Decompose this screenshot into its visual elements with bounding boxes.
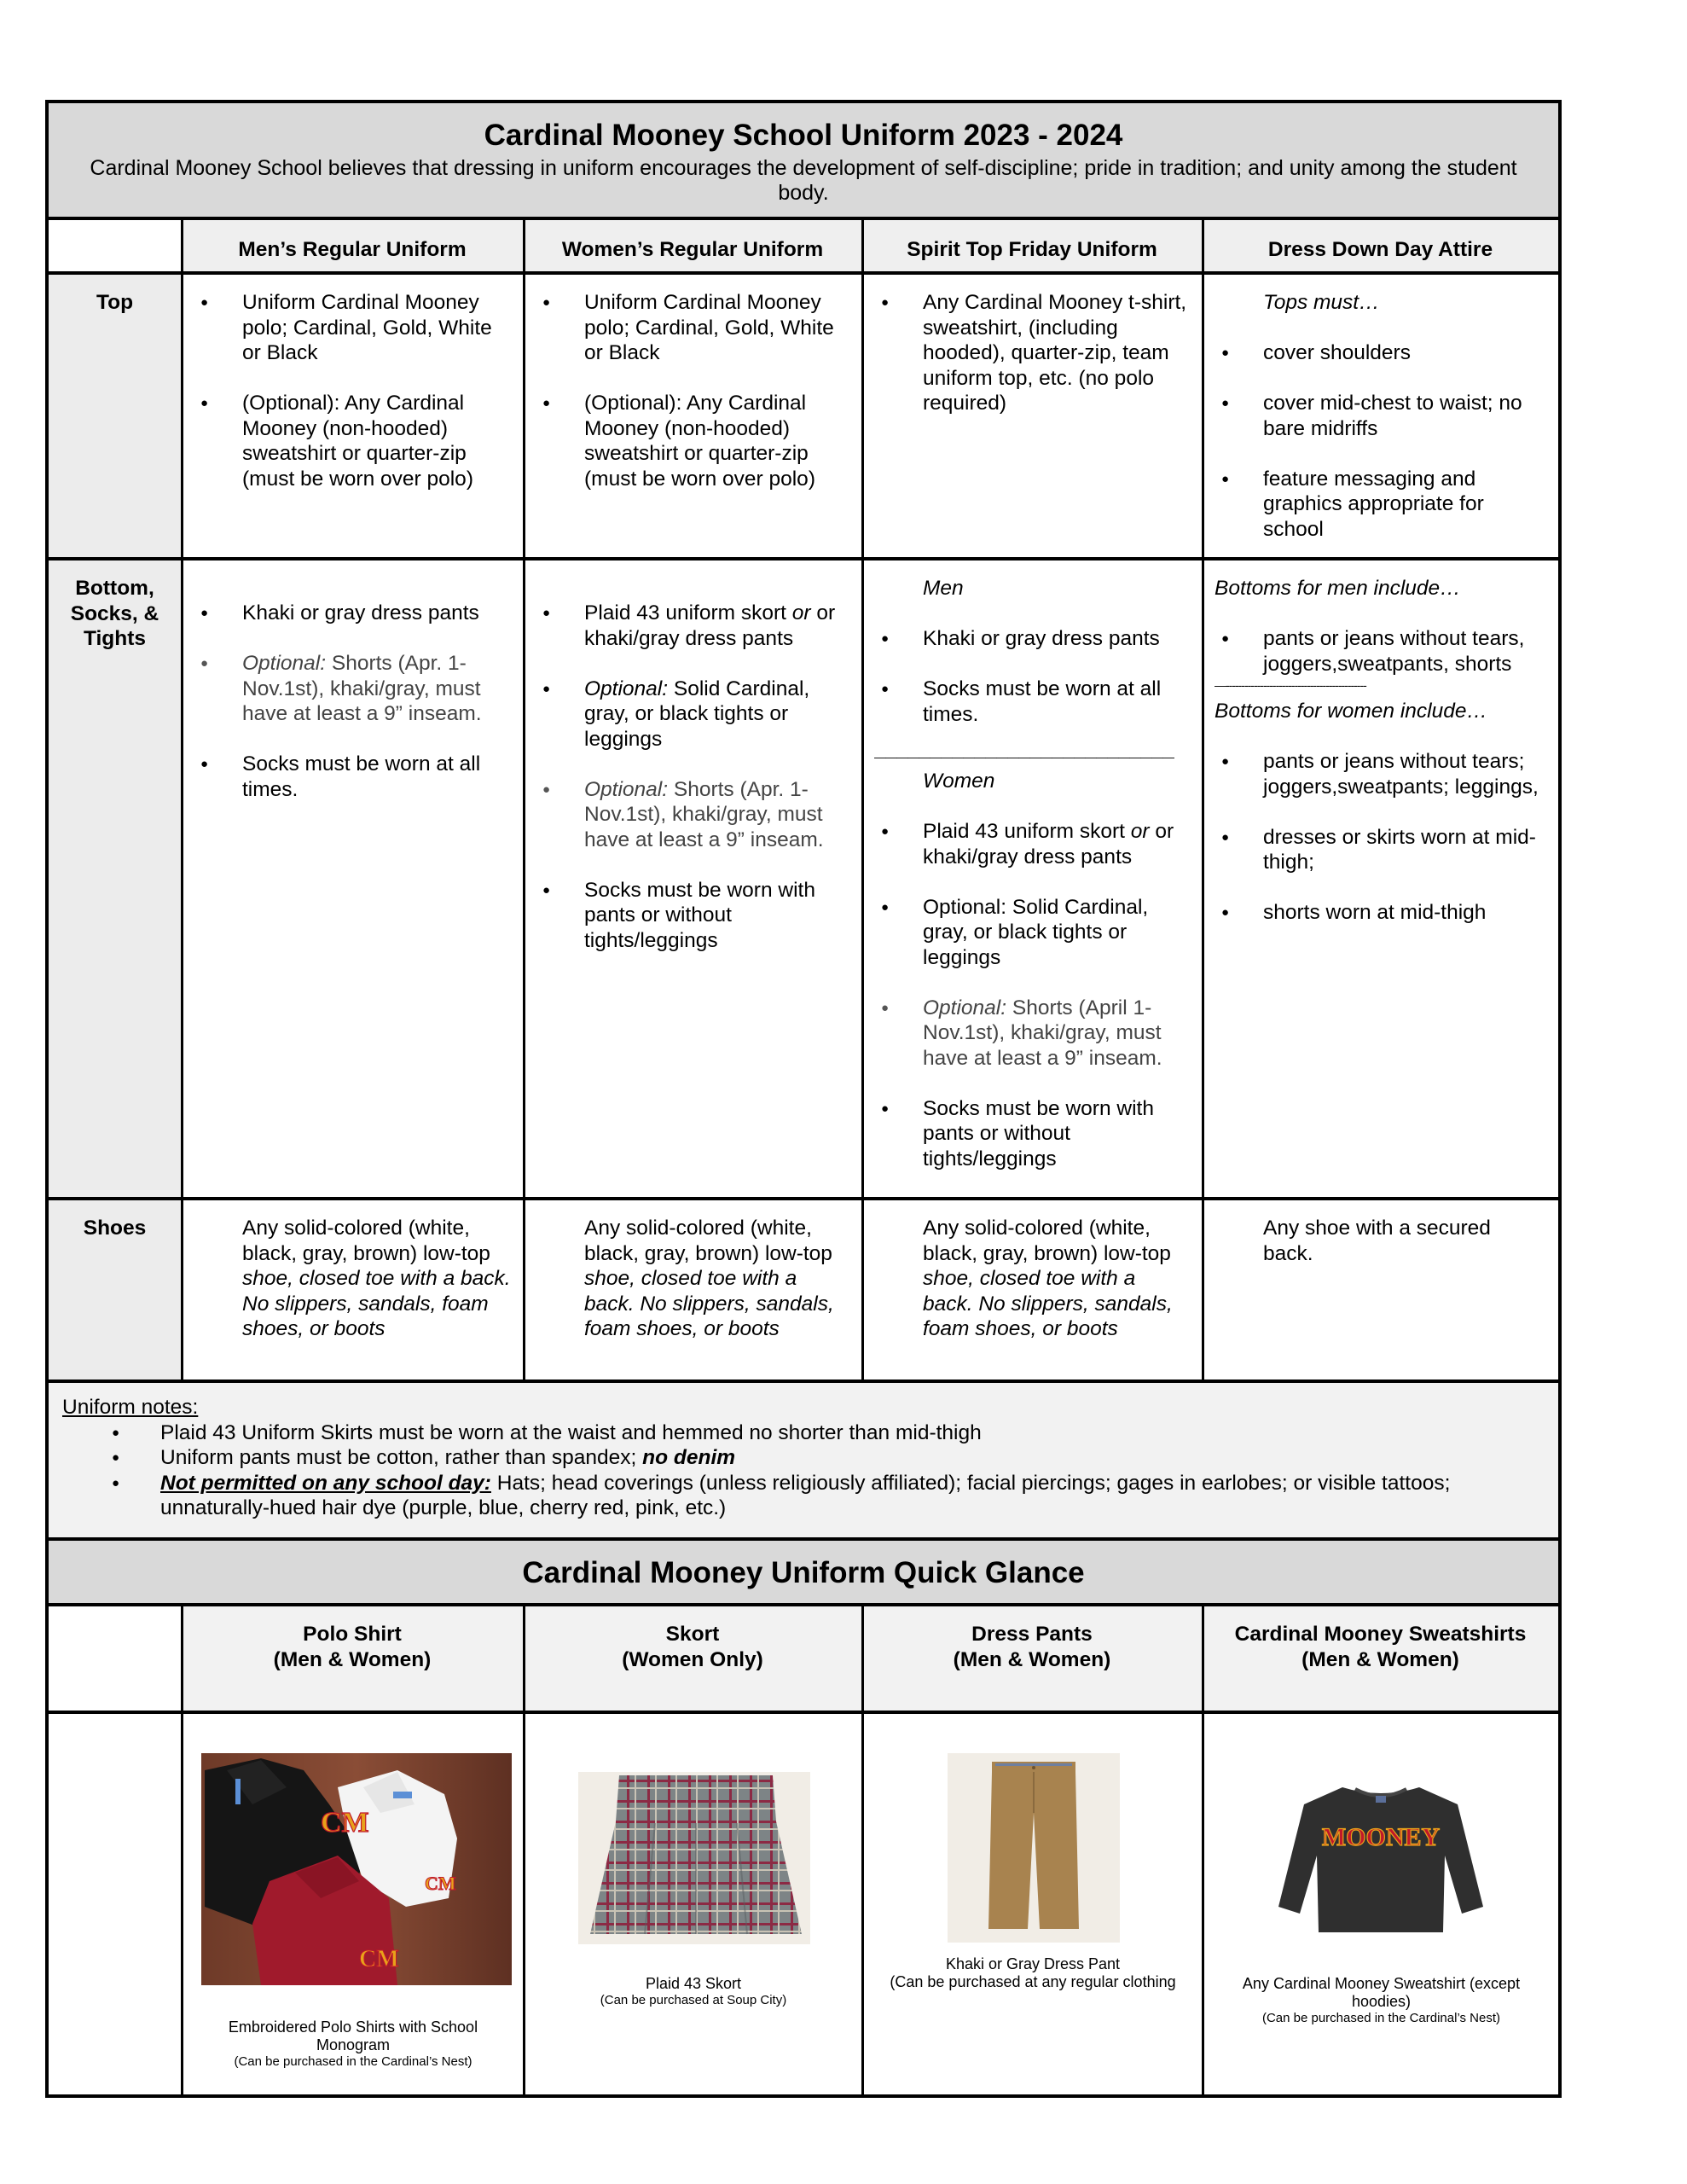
cell-shoes-spirit: Any solid-colored (white, black, gray, brown) low-top shoe, closed toe with a back. No slippers, sandals, foam shoes, or boots xyxy=(864,1200,1204,1380)
polo-shirts-photo xyxy=(201,1753,512,1985)
header-spirit-friday: Spirit Top Friday Uniform xyxy=(864,220,1204,271)
cell-bottom-dress-down xyxy=(1204,561,1558,1197)
list-item: ● Khaki or gray dress pants xyxy=(874,626,1190,652)
section-divider: —--------------------------------------------- xyxy=(1215,678,1366,692)
qg-cell-skort xyxy=(525,1714,864,2094)
mission-statement: Cardinal Mooney School believes that dressing in uniform encourages the development of self-discipline; pride in tradition; and unity among the student body. xyxy=(90,156,1517,205)
list-item: ● Socks must be worn at all times. xyxy=(194,752,511,802)
list-item: ● Optional: Shorts (Apr. 1-Nov.1st), khaki/gray, must have at least a 9” inseam. xyxy=(194,651,511,727)
qg-header-skort: Skort (Women Only) xyxy=(525,1606,864,1711)
list-item: ● cover mid-chest to waist; no bare midriffs xyxy=(1215,391,1546,441)
qg-caption-polo: Embroidered Polo Shirts with School Monogram (Can be purchased in the Cardinal’s Nest) xyxy=(228,2018,478,2069)
row-top xyxy=(49,275,1558,561)
spirit-women-heading: Women xyxy=(923,770,995,793)
qg-caption-pants: Khaki or Gray Dress Pant (Can be purchased at any regular clothing xyxy=(890,1955,1176,1990)
row-shoes xyxy=(49,1200,1558,1383)
title-band xyxy=(49,103,1558,220)
quick-glance-header-row xyxy=(49,1606,1558,1714)
qg-caption-skort: Plaid 43 Skort (Can be purchased at Soup City) xyxy=(600,1975,787,2007)
list-item: ● Khaki or gray dress pants xyxy=(194,601,511,626)
svg-text:MOONEY: MOONEY xyxy=(1321,1823,1441,1851)
list-item: ● (Optional): Any Cardinal Mooney (non-hooded) sweatshirt or quarter-zip (must be worn over polo) xyxy=(194,391,511,491)
list-item: ● Uniform Cardinal Mooney polo; Cardinal, Gold, White or Black xyxy=(536,290,849,366)
list-item: ● Optional: Shorts (April 1-Nov.1st), khaki/gray, must have at least a 9” inseam. xyxy=(874,996,1190,1072)
cell-bottom-men xyxy=(183,561,525,1197)
mooney-sweatshirt-photo xyxy=(1274,1779,1487,1941)
list-item: ● dresses or skirts worn at mid-thigh; xyxy=(1215,825,1546,875)
quick-glance-band xyxy=(49,1541,1558,1606)
list-item: ● Socks must be worn with pants or without tights/leggings xyxy=(536,878,849,954)
list-item: ● feature messaging and graphics appropriate for school xyxy=(1215,467,1546,543)
list-item: ● Optional: Shorts (Apr. 1-Nov.1st), khaki/gray, must have at least a 9” inseam. xyxy=(536,777,849,853)
notes-heading: Uniform notes: xyxy=(62,1396,199,1419)
qg-cell-pants xyxy=(864,1714,1204,2094)
list-item: ● Plaid 43 uniform skort or or khaki/gray dress pants xyxy=(536,601,849,651)
list-item: ● cover shoulders xyxy=(1215,340,1546,366)
cell-top-women xyxy=(525,275,864,557)
row-bottom xyxy=(49,561,1558,1200)
list-item: ● Optional: Solid Cardinal, gray, or black tights or leggings xyxy=(536,677,849,752)
list-item: ● Optional: Solid Cardinal, gray, or black tights or leggings xyxy=(874,895,1190,971)
spirit-men-heading: Men xyxy=(923,577,964,600)
list-item: ● Uniform Cardinal Mooney polo; Cardinal, Gold, White or Black xyxy=(194,290,511,366)
list-item: ● pants or jeans without tears; joggers,sweatpants; leggings, xyxy=(1215,749,1546,799)
cell-top-spirit xyxy=(864,275,1204,557)
qg-cell-sweatshirt xyxy=(1204,1714,1558,2094)
note-item: ● Plaid 43 Uniform Skirts must be worn at the waist and hemmed no shorter than mid-thigh xyxy=(62,1420,1545,1446)
quick-glance-title: Cardinal Mooney Uniform Quick Glance xyxy=(522,1556,1085,1589)
note-item: ● Uniform pants must be cotton, rather than spandex; no denim xyxy=(62,1445,1545,1471)
cell-bottom-women xyxy=(525,561,864,1197)
dress-down-tops-intro: Tops must… xyxy=(1263,291,1380,314)
cell-top-dress-down xyxy=(1204,275,1558,557)
list-item: ● Any Cardinal Mooney t-shirt, sweatshirt, (including hooded), quarter-zip, team uniform top, etc. (no polo required) xyxy=(874,290,1190,416)
uniform-notes xyxy=(49,1383,1558,1541)
svg-text:CM: CM xyxy=(321,1807,369,1838)
note-item: ● Not permitted on any school day: Hats; head coverings (unless religiously affiliated); facial piercings; gages in earlobes; or visible tattoos; unnaturally-hued hair dye (purple, blue, cherry red, pink, etc.) xyxy=(62,1471,1545,1521)
row-label-bottom: Bottom, Socks, & Tights xyxy=(49,561,183,1197)
khaki-pants-photo xyxy=(948,1753,1120,1943)
list-item: ● pants or jeans without tears, joggers,sweatpants, shorts xyxy=(1215,626,1546,677)
cell-shoes-dress-down: Any shoe with a secured back. xyxy=(1263,1217,1491,1265)
qg-caption-sweatshirt: Any Cardinal Mooney Sweatshirt (except hoodies) (Can be purchased in the Cardinal’s Nest) xyxy=(1242,1975,1521,2025)
qg-header-sweatshirt: Cardinal Mooney Sweatshirts (Men & Women) xyxy=(1204,1606,1558,1711)
column-header-row xyxy=(49,220,1558,275)
svg-text:CM: CM xyxy=(359,1946,399,1972)
row-label-top: Top xyxy=(49,275,183,557)
section-divider: ——————————————————————————— xyxy=(874,750,1174,764)
list-item: ● Socks must be worn with pants or without tights/leggings xyxy=(874,1096,1190,1172)
corner-cell xyxy=(49,1606,183,1711)
qg-header-polo: Polo Shirt (Men & Women) xyxy=(183,1606,525,1711)
plaid-skort-photo xyxy=(578,1772,810,1944)
svg-text:CM: CM xyxy=(425,1873,456,1894)
header-womens-regular: Women’s Regular Uniform xyxy=(525,220,864,271)
qg-header-pants: Dress Pants (Men & Women) xyxy=(864,1606,1204,1711)
cell-bottom-spirit xyxy=(864,561,1204,1197)
list-item: ● Plaid 43 uniform skort or or khaki/gray dress pants xyxy=(874,819,1190,869)
dress-down-women-heading: Bottoms for women include… xyxy=(1215,700,1487,723)
qg-cell-polo xyxy=(183,1714,525,2094)
row-label-shoes: Shoes xyxy=(49,1200,183,1380)
list-item: ● (Optional): Any Cardinal Mooney (non-hooded) sweatshirt or quarter-zip (must be worn over polo) xyxy=(536,391,849,491)
uniform-table xyxy=(45,100,1562,2098)
page-title: Cardinal Mooney School Uniform 2023 - 2024 xyxy=(484,119,1123,152)
header-dress-down: Dress Down Day Attire xyxy=(1204,220,1558,271)
corner-cell xyxy=(49,1714,183,2094)
list-item: ● Socks must be worn at all times. xyxy=(874,677,1190,727)
cell-shoes-men: Any solid-colored (white, black, gray, brown) low-top shoe, closed toe with a back. No slippers, sandals, foam shoes, or boots xyxy=(183,1200,525,1380)
corner-cell xyxy=(49,220,183,271)
dress-down-men-heading: Bottoms for men include… xyxy=(1215,577,1461,600)
cell-shoes-women: Any solid-colored (white, black, gray, brown) low-top shoe, closed toe with a back. No slippers, sandals, foam shoes, or boots xyxy=(525,1200,864,1380)
cell-top-men xyxy=(183,275,525,557)
header-mens-regular: Men’s Regular Uniform xyxy=(183,220,525,271)
quick-glance-image-row xyxy=(49,1714,1558,2094)
list-item: ● shorts worn at mid-thigh xyxy=(1215,900,1546,926)
